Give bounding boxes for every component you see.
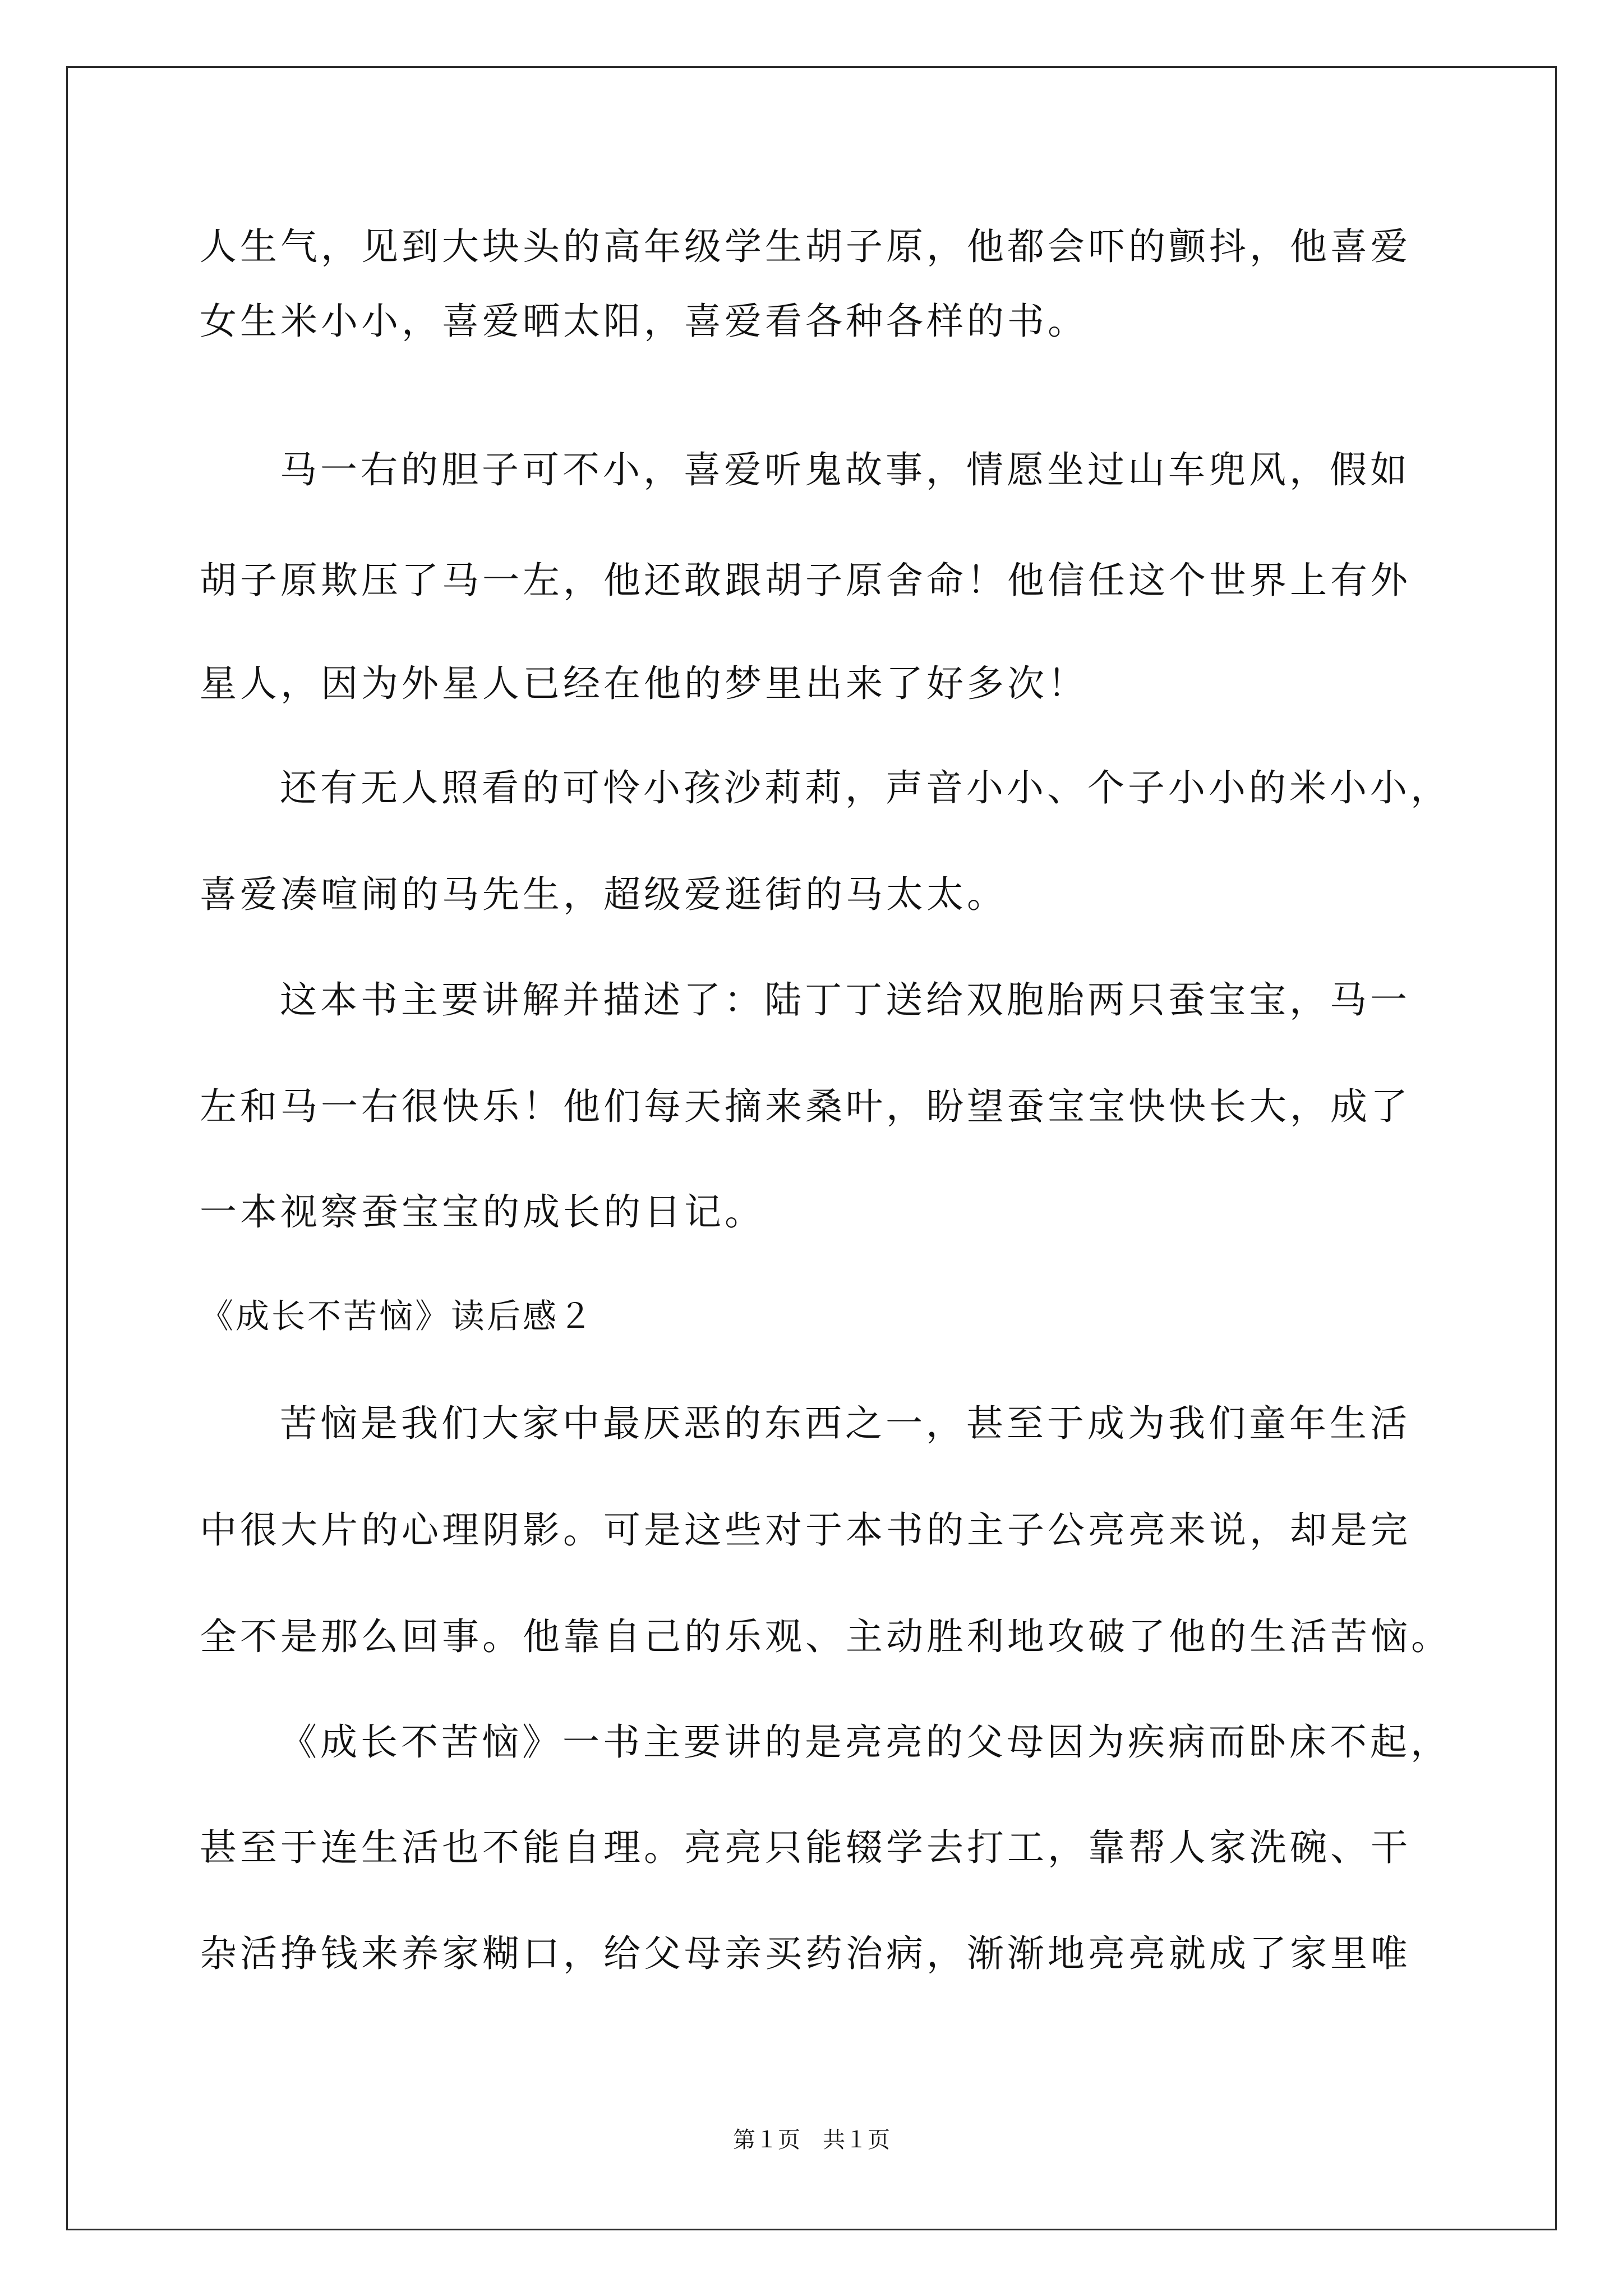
paragraph-line: 人生气，见到大块头的高年级学生胡子原，他都会吓的颤抖，他喜爱	[200, 225, 1411, 268]
paragraph-line: 苦恼是我们大家中最厌恶的东西之一，甚至于成为我们童年生活	[280, 1402, 1410, 1445]
section-heading: 《成长不苦恼》读后感２	[200, 1297, 594, 1336]
paragraph-line: 中很大片的心理阴影。可是这些对于本书的主子公亮亮来说，却是完	[200, 1508, 1411, 1552]
paragraph-line: 《成长不苦恼》一书主要讲的是亮亮的父母因为疾病而卧床不起，	[280, 1720, 1451, 1764]
paragraph-line: 杂活挣钱来养家糊口，给父母亲买药治病，渐渐地亮亮就成了家里唯	[200, 1932, 1411, 1975]
paragraph-line: 喜爱凑喧闹的马先生，超级爱逛街的马太太。	[200, 873, 1007, 916]
page-border	[66, 66, 1557, 2230]
paragraph-line: 星人，因为外星人已经在他的梦里出来了好多次！	[200, 662, 1088, 705]
paragraph-line: 左和马一右很快乐！他们每天摘来桑叶，盼望蚕宝宝快快长大，成了	[200, 1085, 1411, 1128]
paragraph-line: 马一右的胆子可不小，喜爱听鬼故事，情愿坐过山车兜风，假如	[280, 448, 1410, 491]
paragraph-line: 一本视察蚕宝宝的成长的日记。	[200, 1190, 765, 1234]
paragraph-line: 甚至于连生活也不能自理。亮亮只能辍学去打工，靠帮人家洗碗、干	[200, 1826, 1411, 1869]
paragraph-line: 还有无人照看的可怜小孩沙莉莉，声音小小、个子小小的米小小，	[280, 766, 1451, 809]
page-number-footer: 第１页 共１页	[733, 2127, 890, 2153]
paragraph-line: 胡子原欺压了马一左，他还敢跟胡子原舍命！他信任这个世界上有外	[200, 559, 1411, 602]
paragraph-line: 女生米小小，喜爱晒太阳，喜爱看各种各样的书。	[200, 300, 1088, 343]
paragraph-line: 这本书主要讲解并描述了：陆丁丁送给双胞胎两只蚕宝宝，马一	[280, 978, 1410, 1022]
paragraph-line: 全不是那么回事。他靠自己的乐观、主动胜利地攻破了他的生活苦恼。	[200, 1615, 1451, 1658]
